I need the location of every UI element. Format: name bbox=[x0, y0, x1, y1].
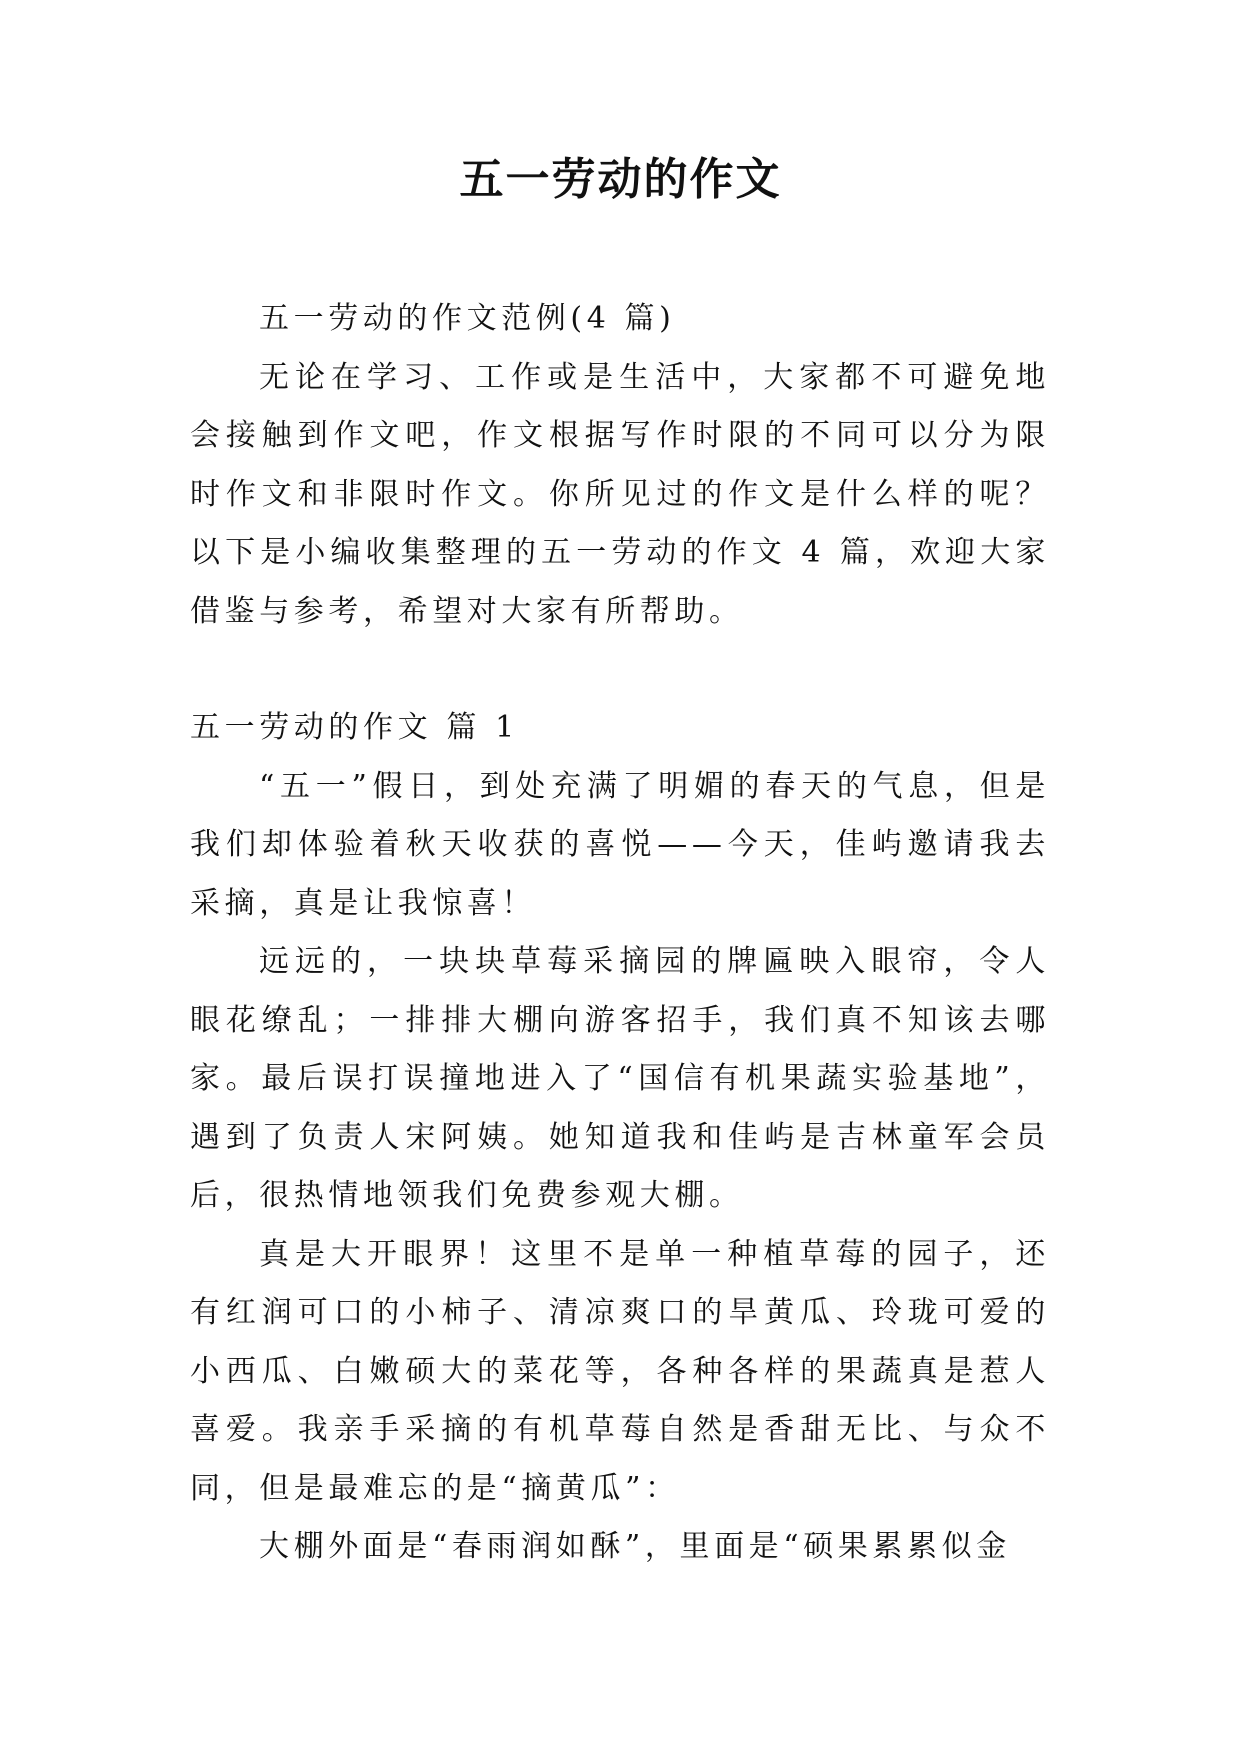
body-paragraph: 远远的，一块块草莓采摘园的牌匾映入眼帘，令人眼花缭乱；一排排大棚向游客招手，我们真不知该去哪家。最后误打误撞地进入了“国信有机果蔬实验基地”，遇到了负责人宋阿姨。她知道我和佳屿是吉林童军会员后，很热情地领我们免费参观大棚。 bbox=[190, 944, 1050, 1213]
section-heading: 五一劳动的作文 篇 1 bbox=[190, 710, 519, 745]
document-body bbox=[190, 290, 1050, 1577]
body-paragraph: 真是大开眼界！这里不是单一种植草莓的园子，还有红润可口的小柿子、清凉爽口的旱黄瓜、玲珑可爱的小西瓜、白嫩硕大的菜花等，各种各样的果蔬真是惹人喜爱。我亲手采摘的有机草莓自然是香甜无比、与众不同，但是最难忘的是“摘黄瓜”： bbox=[190, 1236, 1050, 1506]
document-subtitle: 五一劳动的作文范例(4 篇) bbox=[259, 301, 676, 336]
intro-paragraph: 无论在学习、工作或是生活中，大家都不可避免地会接触到作文吧，作文根据写作时限的不同可以分为限时作文和非限时作文。你所见过的作文是什么样的呢？以下是小编收集整理的五一劳动的作文 4 篇，欢迎大家借鉴与参考，希望对大家有所帮助。 bbox=[190, 359, 1050, 629]
body-paragraph: “五一”假日，到处充满了明媚的春天的气息，但是我们却体验着秋天收获的喜悦——今天，佳屿邀请我去采摘，真是让我惊喜！ bbox=[190, 768, 1050, 921]
document-title: 五一劳动的作文 bbox=[459, 154, 782, 205]
body-paragraph: 大棚外面是“春雨润如酥”，里面是“硕果累累似金 bbox=[259, 1529, 1011, 1564]
